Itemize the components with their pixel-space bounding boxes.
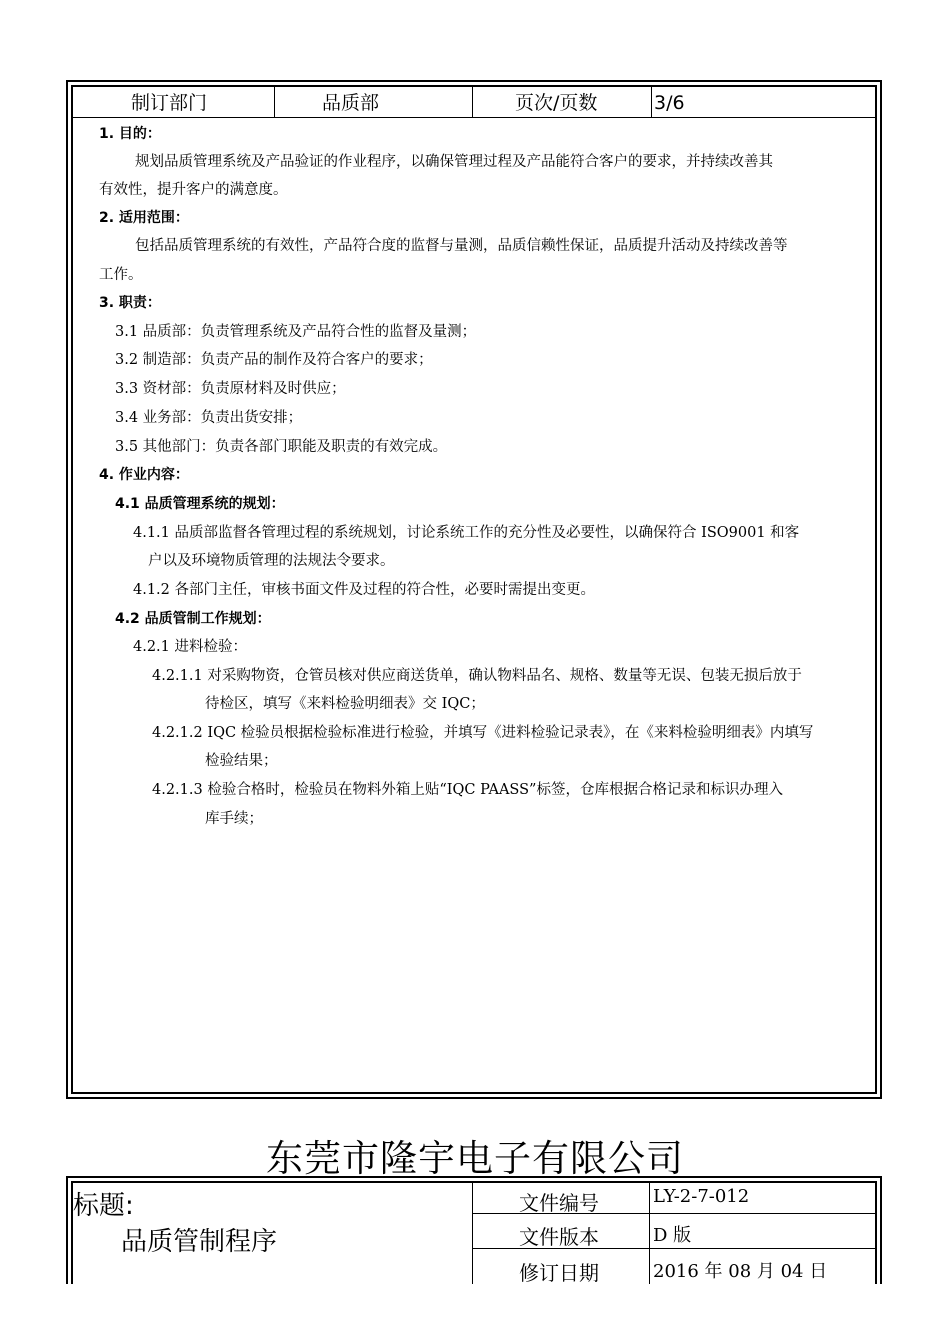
section-1-title: 1. 目的： <box>99 126 161 142</box>
table-divider <box>472 1183 473 1284</box>
version-label: 文件版本 <box>519 1225 599 1249</box>
section-2-line-1: 包括品质管理系统的有效性，产品符合度的监督与量测，品质信赖性保证，品质提升活动及持续改善等 <box>135 238 788 254</box>
section-2-line-2: 工作。 <box>99 267 143 283</box>
company-name: 东莞市隆宇电子有限公司 <box>266 1137 684 1180</box>
title-label: 标题: <box>73 1191 134 1221</box>
section-3-item: 3.4 业务部：负责出货安排； <box>115 410 303 426</box>
page-value: 3/6 <box>654 92 685 114</box>
header-divider <box>651 87 652 117</box>
section-1-line-1: 规划品质管理系统及产品验证的作业程序，以确保管理过程及产品能符合客户的要求，并持续改善其 <box>135 154 773 170</box>
title-value: 品质管制程序 <box>121 1227 278 1257</box>
section-1-line-2: 有效性，提升客户的满意度。 <box>99 182 288 198</box>
section-4-2-title: 4.2 品质管制工作规划： <box>115 611 271 627</box>
dept-label: 制订部门 <box>131 92 208 114</box>
section-3-item: 3.2 制造部：负责产品的制作及符合客户的要求； <box>115 352 433 368</box>
section-4-title: 4. 作业内容： <box>99 467 189 483</box>
section-3-item: 3.3 资材部：负责原材料及时供应； <box>115 381 346 397</box>
header-row <box>73 87 875 118</box>
section-4-1-title: 4.1 品质管理系统的规划： <box>115 496 285 512</box>
document-info-inner <box>71 1181 877 1284</box>
section-4-2-1-3-line-1: 4.2.1.3 检验合格时，检验员在物料外箱上贴“IQC PAASS”标签，仓库根据合格记录和标识办理入 <box>152 782 783 798</box>
section-3-item: 3.1 品质部：负责管理系统及产品符合性的监督及量测； <box>115 324 477 340</box>
page-label: 页次/页数 <box>515 92 598 114</box>
section-4-1-1-line-1: 4.1.1 品质部监督各管理过程的系统规划，讨论系统工作的充分性及必要性，以确保符合 ISO9001 和客 <box>133 525 800 541</box>
section-4-2-1-1-line-2: 待检区，填写《来料检验明细表》交 IQC； <box>205 696 485 712</box>
header-divider <box>472 87 473 117</box>
section-3-item: 3.5 其他部门：负责各部门职能及职责的有效完成。 <box>115 439 448 455</box>
section-4-1-2: 4.1.2 各部门主任，审核书面文件及过程的符合性，必要时需提出变更。 <box>133 582 596 598</box>
doc-no-value: LY-2-7-012 <box>653 1186 750 1207</box>
document-info-table <box>66 1176 882 1284</box>
section-2-title: 2. 适用范围： <box>99 210 189 226</box>
date-label: 修订日期 <box>519 1261 599 1285</box>
table-divider <box>649 1183 650 1284</box>
date-value: 2016 年 08 月 04 日 <box>653 1261 828 1282</box>
section-4-2-1-3-line-2: 库手续； <box>205 811 263 827</box>
section-3-title: 3. 职责： <box>99 295 161 311</box>
version-value: D 版 <box>653 1225 692 1246</box>
dept-value: 品质部 <box>322 92 380 114</box>
header-divider <box>274 87 275 117</box>
section-4-2-1: 4.2.1 进料检验： <box>133 639 248 655</box>
section-4-2-1-1-line-1: 4.2.1.1 对采购物资，仓管员核对供应商送货单，确认物料品名、规格、数量等无误、包装无损后放于 <box>152 668 802 684</box>
document-frame <box>66 80 882 1099</box>
section-4-2-1-2-line-2: 检验结果； <box>205 753 278 769</box>
doc-no-label: 文件编号 <box>519 1191 599 1215</box>
section-4-1-1-line-2: 户以及环境物质管理的法规法令要求。 <box>148 553 395 569</box>
document-inner-frame <box>71 85 877 1094</box>
section-4-2-1-2-line-1: 4.2.1.2 IQC 检验员根据检验标准进行检验，并填写《进料检验记录表》，在《来料检验明细表》内填写 <box>152 725 814 741</box>
